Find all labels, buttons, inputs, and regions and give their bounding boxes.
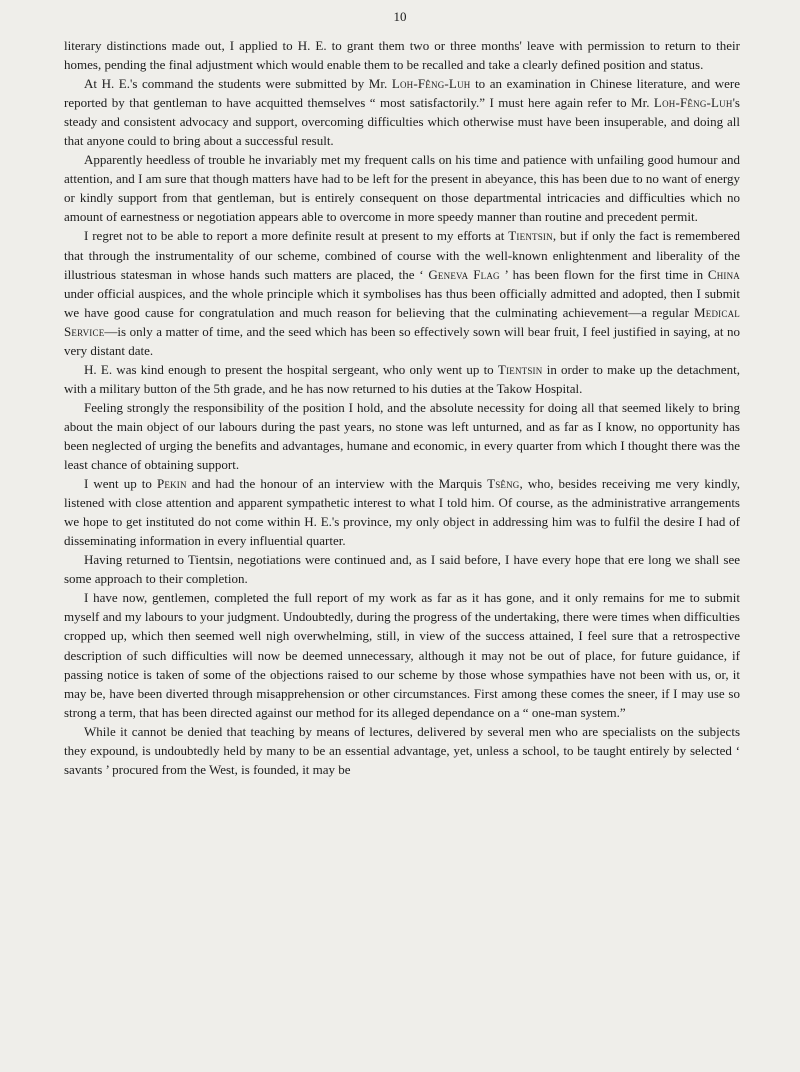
small-caps-text: China bbox=[707, 266, 740, 282]
paragraph bbox=[64, 226, 740, 359]
paragraph-text: Having returned to Tientsin, negotiations were continued and, as I said before, I have every hope that ere long we shall see some approach to their completion. bbox=[64, 552, 740, 587]
paragraph-text: —is only a matter of time, and the seed which has been so effectively sown will bear fruit, I feel justified in saying, at no very distant date. bbox=[64, 323, 740, 358]
paragraph bbox=[64, 398, 740, 474]
small-caps-text: Loh-Fêng-Luh bbox=[653, 95, 733, 111]
small-caps-text: Geneva Flag bbox=[428, 266, 500, 282]
paragraph-text: At H. E.'s command the students were submitted by Mr. bbox=[84, 76, 392, 92]
paragraph-text: literary distinctions made out, I applied to H. E. to grant them two or three months' leave with permission to return to their homes, pending the final adjustment which would enable them to be recalled and take a clearly defined position and status. bbox=[64, 38, 740, 73]
small-caps-text: Loh-Fêng-Luh bbox=[391, 76, 471, 92]
paragraph-text: ’ has been flown for the first time in bbox=[499, 266, 708, 282]
paragraph-text: to an examination in Chinese literature, and were reported by that gentleman to have acquitted themselves “ most satisfactorily.” I must here again refer to Mr. bbox=[64, 76, 740, 111]
paragraph bbox=[64, 74, 740, 150]
small-caps-text: Pekin bbox=[156, 476, 187, 492]
paragraph-text: While it cannot be denied that teaching by means of lectures, delivered by several men who are specialists on the subjects they expound, is undoubtedly held by many to be an essential advantage, yet, unless a school, to be taught entirely by selected ‘ savants ’ procured from the West, is founded, it may be bbox=[64, 723, 740, 777]
paragraph-text: Feeling strongly the responsibility of the position I hold, and the absolute necessity for doing all that seemed likely to bring about the main object of our labours during the past years, no stone was left unturned, and as far as I know, no opportunity has been neglected of urging the benefits and advantages, humane and economic, in every quarter from which I thought there was the least chance of obtaining support. bbox=[64, 399, 740, 473]
paragraph-text: and had the honour of an interview with the Marquis bbox=[186, 476, 488, 492]
paragraph-text: H. E. was kind enough to present the hospital sergeant, who only went up to bbox=[84, 361, 498, 377]
small-caps-text: Medical Service bbox=[64, 304, 740, 339]
paragraph bbox=[64, 150, 740, 226]
paragraph-text: I regret not to be able to report a more definite result at present to my efforts at bbox=[84, 228, 509, 244]
paragraph-text: under official auspices, and the whole principle which it symbolises has thus been officially admitted and adopted, then I submit we have good cause for congratulation and much reason for believing that the culminating achievement—a regular bbox=[64, 285, 740, 320]
body-text bbox=[64, 36, 740, 779]
paragraph-text: , but if only the fact is remembered that through the instrumentality of our scheme, combined of course with the well-known enlightenment and liberality of the illustrious statesman in whose hands such matters are placed, the ‘ bbox=[64, 228, 740, 282]
paragraph-text: I have now, gentlemen, completed the full report of my work as far as it has gone, and it only remains for me to submit myself and my labours to your judgment. Undoubtedly, during the progress of the undertaking, there were times when difficulties cropped up, which then seemed well nigh overwhelming, still, in view of the success attained, I feel sure that a retrospective description of such difficulties will now be deemed unnecessary, although it may not be out of place, for future guidance, if passing notice is taken of some of the objections raised to our scheme by those whose sympathies have not been with us, or, it may be, have been diverted through misapprehension or other circumstances. First among these comes the sneer, if I may use so strong a term, that has been directed against our method for its alleged dependance on a “ one-man system.” bbox=[64, 590, 740, 720]
paragraph bbox=[64, 722, 740, 779]
paragraph bbox=[64, 474, 740, 550]
small-caps-text: Tsêng bbox=[487, 476, 520, 492]
paragraph-text: , who, besides receiving me very kindly, listened with close attention and apparent sympathetic interest to what I told him. Of course, as the administrative arrangements we hope to get instituted do not come within H. E.'s province, my only object in addressing him was to fulfil the desire I had of disseminating information in every influential quarter. bbox=[64, 476, 740, 549]
small-caps-text: Tientsin bbox=[497, 361, 543, 377]
page-number: 10 bbox=[393, 9, 407, 24]
paragraph bbox=[64, 588, 740, 721]
paragraph-text: 's steady and consistent advocacy and support, overcoming difficulties which otherwise must have been insuperable, and doing all that anyone could to bring about a successful result. bbox=[64, 95, 740, 149]
paragraph bbox=[64, 550, 740, 588]
paragraph bbox=[64, 360, 740, 398]
paragraph-text: Apparently heedless of trouble he invariably met my frequent calls on his time and patience with unfailing good humour and attention, and I am sure that though matters have had to be left for the present in abeyance, this has been due to no want of energy or kindly support from that gentleman, but is entirely consequent on those departmental intricacies and difficulties which no amount of earnestness or negotiation appears able to overcome in more speedy manner than routine and precedent permit. bbox=[64, 152, 740, 225]
paragraph-text: in order to make up the detachment, with a military button of the 5th grade, and he has now returned to his duties at the Takow Hospital. bbox=[64, 361, 740, 396]
small-caps-text: Tientsin bbox=[508, 228, 553, 244]
paragraph-text: I went up to bbox=[84, 476, 157, 492]
paragraph bbox=[64, 36, 740, 74]
